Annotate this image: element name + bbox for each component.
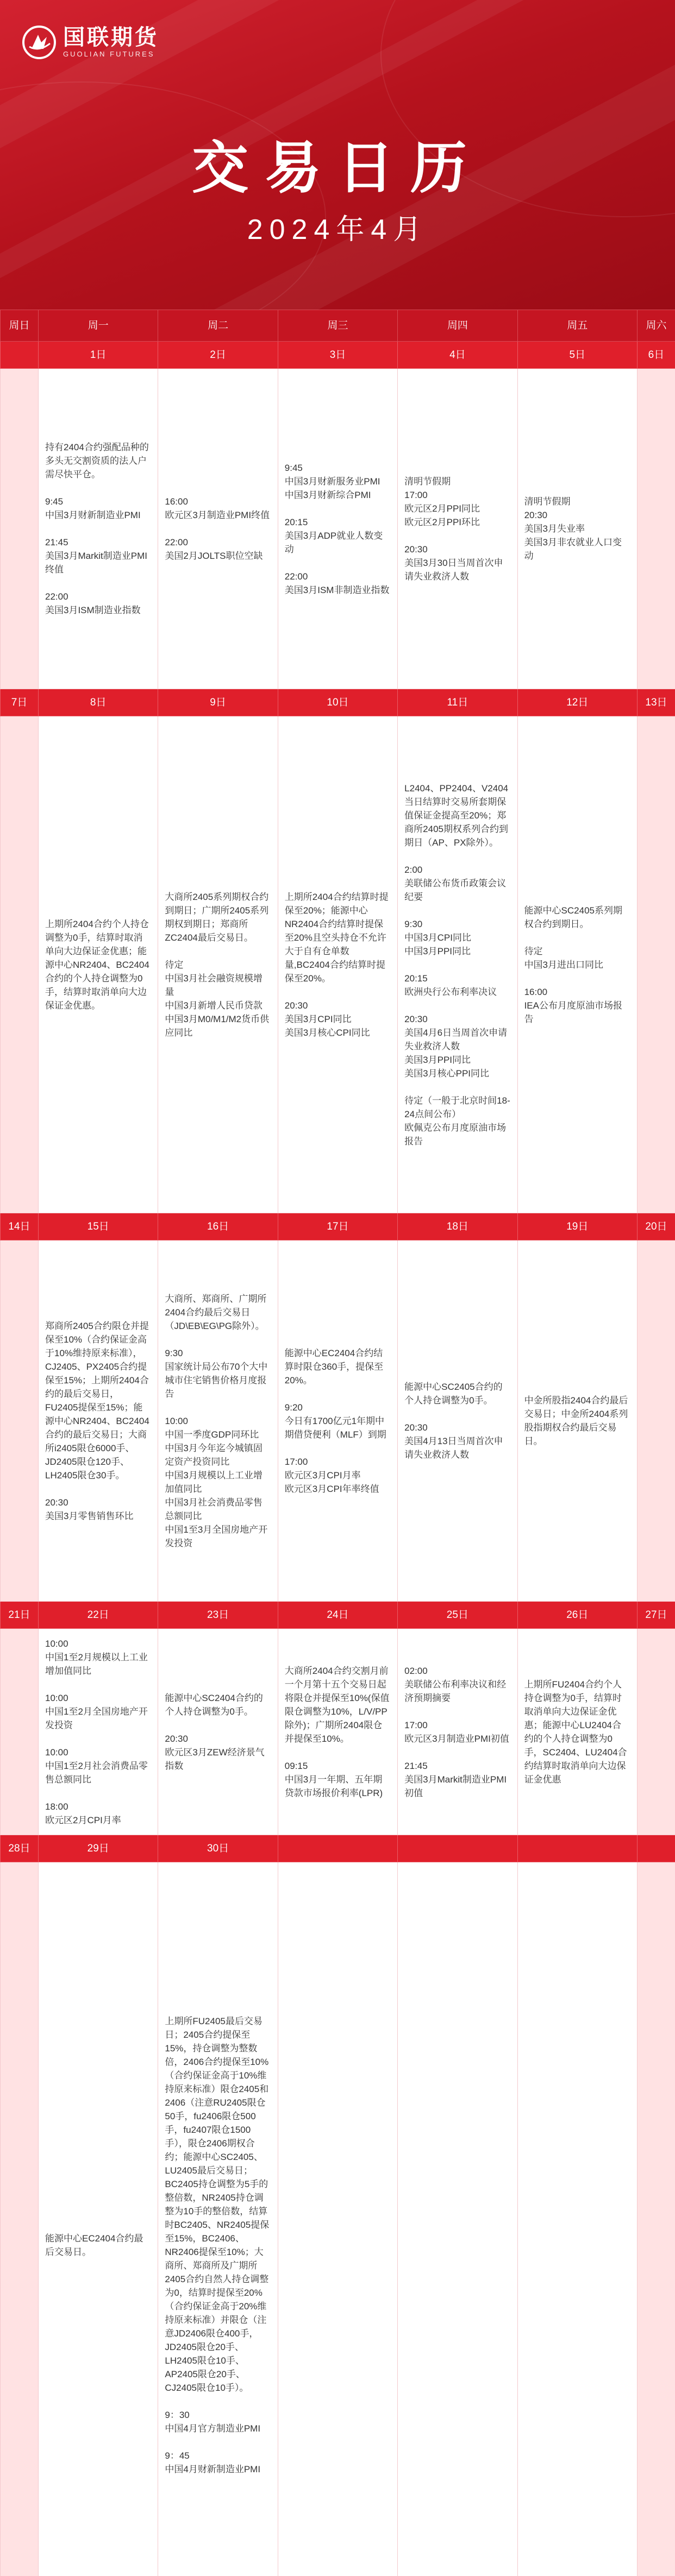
date-label: 17日 (278, 1213, 397, 1240)
date-row (1, 1835, 675, 1862)
day-cell (398, 1629, 517, 1835)
date-label: 27日 (637, 1602, 675, 1629)
date-label: 30日 (158, 1835, 278, 1862)
day-events: 上期所FU2404合约个人持仓调整为0手，结算时取消单向大边保证金优惠；能源中心LU2404合约的个人持仓调整为0手，SC2404、LU2404合约结算时取消单向大边保证金优惠 (524, 1679, 627, 1785)
week-row (1, 1629, 675, 1835)
day-cell (517, 1629, 637, 1835)
brand-name-en: GUOLIAN FUTURES (63, 50, 155, 58)
day-events: 10:00 中国1至2月规模以上工业增加值同比 10:00 中国1至2月全国房地产开发投资 10:00 中国1至2月社会消费品零售总额同比 18:00 欧元区2月CPI月率 (45, 1638, 148, 1825)
date-row (1, 1602, 675, 1629)
day-cell (278, 1629, 397, 1835)
date-label: 4日 (398, 342, 517, 369)
weekday-label: 周六 (637, 310, 675, 342)
day-events: 能源中心SC2405合约的个人持仓调整为0手。 20:30 美国4月13日当周首次申请失业救济人数 (404, 1382, 503, 1460)
day-events: 能源中心SC2404合约的个人持仓调整为0手。 20:30 欧元区3月ZEW经济景气指数 (165, 1692, 265, 1771)
weekday-label: 周二 (158, 310, 278, 342)
date-label: 8日 (39, 689, 158, 716)
date-label: 20日 (637, 1213, 675, 1240)
day-cell (39, 1240, 158, 1602)
date-label: 24日 (278, 1602, 397, 1629)
date-label: 22日 (39, 1602, 158, 1629)
date-label: 11日 (398, 689, 517, 716)
brand-name-cn: 国联期货 (63, 26, 159, 49)
day-cell (158, 1240, 278, 1602)
date-label: 12日 (517, 689, 637, 716)
brand-logo (22, 21, 159, 64)
date-label (398, 1835, 517, 1862)
day-events: 16:00 欧元区3月制造业PMI终值 22:00 美国2月JOLTS职位空缺 (165, 496, 270, 561)
day-events: 上期所FU2405最后交易日；2405合约提保至15%，持仓调整为整数倍，2406合约提保至10%（合约保证金高于10%维持原来标准）限仓2405和2406（注意RU2405限仓50手，fu2406限仓500手，fu2407限仓1500手），限仓2406期权合约；能源中心SC2405、LU2405最后交易日；BC2405持仓调整为5手的整倍数，NR2405持仓调整为10手的整倍数，结算时BC2405、NR2405提保至15%，BC2406、NR2406提保至10%；大商所、郑商所及广期所2405合约自然人持仓调整为0，结算时提保至20%（合约保证金高于20%维持原来标准）并限仓（注意JD2406限仓400手，JD2405限仓20手、LH2405限仓10手、AP2405限仓20手、CJ2405限仓10手）。 9：30 中国4月官方制造业PMI 9：45 中国4月财新制造业PMI (165, 2016, 270, 2474)
day-events: 能源中心EC2404合约最后交易日。 (45, 2233, 143, 2257)
day-cell (517, 716, 637, 1213)
day-cell (39, 369, 158, 689)
weekday-label: 周五 (517, 310, 637, 342)
day-cell (1, 369, 39, 689)
week-row (1, 369, 675, 689)
day-events: 能源中心EC2404合约结算时限仓360手，提保至20%。 9:20 今日有1700亿元1年期中期借贷便利（MLF）到期 17:00 欧元区3月CPI月率 欧元区3月CPI年率终值 (284, 1347, 386, 1494)
day-events: L2404、PP2404、V2404当日结算时交易所套期保值保证金提高至20%；郑商所2405期权系列合约到期日（AP、PX除外）。 2:00 美联储公布货币政策会议纪要 9:30 中国3月CPI同比 中国3月PPI同比 20:15 欧洲央行公布利率决议 20:30 美国4月6日当周首次申请失业救济人数 美国3月PPI同比 美国3月核心PPI同比 待定（一般于北京时间18-24点间公布） 欧佩克公布月度原油市场报告 (404, 783, 510, 1147)
day-cell (39, 1862, 158, 2576)
day-events: 能源中心SC2405系列期权合约到期日。 待定 中国3月进出口同比 16:00 IEA公布月度原油市场报告 (524, 905, 622, 1024)
trading-calendar (0, 310, 675, 2576)
day-cell (278, 1862, 397, 2576)
weekday-label: 周三 (278, 310, 397, 342)
day-cell (1, 716, 39, 1213)
day-cell (158, 716, 278, 1213)
date-label: 29日 (39, 1835, 158, 1862)
date-label: 23日 (158, 1602, 278, 1629)
day-cell (637, 1862, 675, 2576)
weekday-label: 周四 (398, 310, 517, 342)
day-cell (398, 1240, 517, 1602)
date-label (278, 1835, 397, 1862)
day-cell (637, 1629, 675, 1835)
day-cell (158, 1629, 278, 1835)
date-label (637, 1835, 675, 1862)
day-events: 02:00 美联储公布利率决议和经济预期摘要 17:00 欧元区3月制造业PMI初值 21:45 美国3月Markit制造业PMI初值 (404, 1665, 509, 1798)
day-cell (278, 1240, 397, 1602)
guolian-logo-icon (22, 25, 57, 60)
date-label: 2日 (158, 342, 278, 369)
day-events: 上期所2404合约结算时提保至20%；能源中心NR2404合约结算时提保至20%且空头持仓不允许大于自有仓单数量,BC2404合约结算时提保至20%。 20:30 美国3月CPI同比 美国3月核心CPI同比 (284, 891, 389, 1038)
day-cell (278, 716, 397, 1213)
day-events: 中金所股指2404合约最后交易日；中金所2404系列股指期权合约最后交易日。 (524, 1395, 628, 1446)
day-cell (39, 1629, 158, 1835)
date-row (1, 689, 675, 716)
day-events: 大商所2404合约交割月前一个月第十五个交易日起将限仓并提保至10%(保值限仓调整为10%，L/V/PP除外)；广期所2404限仓并提保至10%。 09:15 中国3月一年期、五年期贷款市场报价利率(LPR) (284, 1665, 390, 1798)
date-label: 13日 (637, 689, 675, 716)
date-label: 19日 (517, 1213, 637, 1240)
date-label: 6日 (637, 342, 675, 369)
date-label: 10日 (278, 689, 397, 716)
date-label: 9日 (158, 689, 278, 716)
date-label: 26日 (517, 1602, 637, 1629)
date-label: 21日 (1, 1602, 39, 1629)
page-title: 交易日历 (191, 135, 483, 201)
day-cell (39, 716, 158, 1213)
day-events: 上期所2404合约个人持仓调整为0手，结算时取消单向大边保证金优惠；能源中心NR2404、BC2404合约的个人持仓调整为0手，结算时取消单向大边保证金优惠。 (45, 918, 149, 1011)
day-cell (1, 1629, 39, 1835)
week-row (1, 716, 675, 1213)
day-cell (158, 369, 278, 689)
date-label: 16日 (158, 1213, 278, 1240)
date-label: 14日 (1, 1213, 39, 1240)
day-cell (517, 369, 637, 689)
date-label: 28日 (1, 1835, 39, 1862)
day-events: 大商所、郑商所、广期所2404合约最后交易日（JD\EB\EG\PG除外）。 9:30 国家统计局公布70个大中城市住宅销售价格月度报告 10:00 中国一季度GDP同环比 中国3月今年迄今城镇固定资产投资同比 中国3月规模以上工业增加值同比 中国3月社会消费品零售总额同比 中国1至3月全国房地产开发投资 (165, 1293, 268, 1548)
weekday-label: 周一 (39, 310, 158, 342)
date-label: 25日 (398, 1602, 517, 1629)
date-label: 15日 (39, 1213, 158, 1240)
day-events: 清明节假期 17:00 欧元区2月PPI同比 欧元区2月PPI环比 20:30 美国3月30日当周首次申请失业救济人数 (404, 476, 503, 582)
weekday-label: 周日 (1, 310, 39, 342)
day-cell (637, 716, 675, 1213)
week-row (1, 1862, 675, 2576)
date-label: 5日 (517, 342, 637, 369)
date-label: 1日 (39, 342, 158, 369)
date-row (1, 1213, 675, 1240)
day-events: 清明节假期 20:30 美国3月失业率 美国3月非农就业人口变动 (524, 496, 622, 561)
day-cell (637, 369, 675, 689)
day-cell (278, 369, 397, 689)
weekday-header-row (1, 310, 675, 342)
date-label: 3日 (278, 342, 397, 369)
day-cell (1, 1240, 39, 1602)
day-cell (398, 716, 517, 1213)
day-events: 郑商所2405合约限仓并提保至10%（合约保证金高于10%维持原来标准），CJ2405、PX2405合约提保至15%；上期所2404合约的最后交易日，FU2405提保至15%；能源中心NR2404、BC2404合约的最后交易日；大商所i2405限仓6000手、JD2405限仓120手、LH2405限仓30手。 20:30 美国3月零售销售环比 (45, 1320, 149, 1521)
date-label (517, 1835, 637, 1862)
date-row (1, 342, 675, 369)
day-events: 大商所2405系列期权合约到期日；广期所2405系列期权到期日；郑商所ZC2404最后交易日。 待定 中国3月社会融资规模增量 中国3月新增人民币贷款 中国3月M0/M1/M2货币供应同比 (165, 891, 270, 1038)
day-cell (517, 1240, 637, 1602)
day-cell (158, 1862, 278, 2576)
date-label: 18日 (398, 1213, 517, 1240)
day-events: 9:45 中国3月财新服务业PMI 中国3月财新综合PMI 20:15 美国3月ADP就业人数变动 22:00 美国3月ISM非制造业指数 (284, 462, 390, 595)
week-row (1, 1240, 675, 1602)
date-label (1, 342, 39, 369)
header-banner (0, 0, 675, 310)
day-cell (517, 1862, 637, 2576)
day-cell (398, 369, 517, 689)
page-subtitle: 2024年4月 (247, 214, 428, 245)
day-cell (1, 1862, 39, 2576)
day-cell (637, 1240, 675, 1602)
date-label: 7日 (1, 689, 39, 716)
day-events: 持有2404合约强配品种的多头无交割资质的法人户需尽快平仓。 9:45 中国3月财新制造业PMI 21:45 美国3月Markit制造业PMI终值 22:00 美国3月ISM制造业指数 (45, 442, 149, 615)
day-cell (398, 1862, 517, 2576)
